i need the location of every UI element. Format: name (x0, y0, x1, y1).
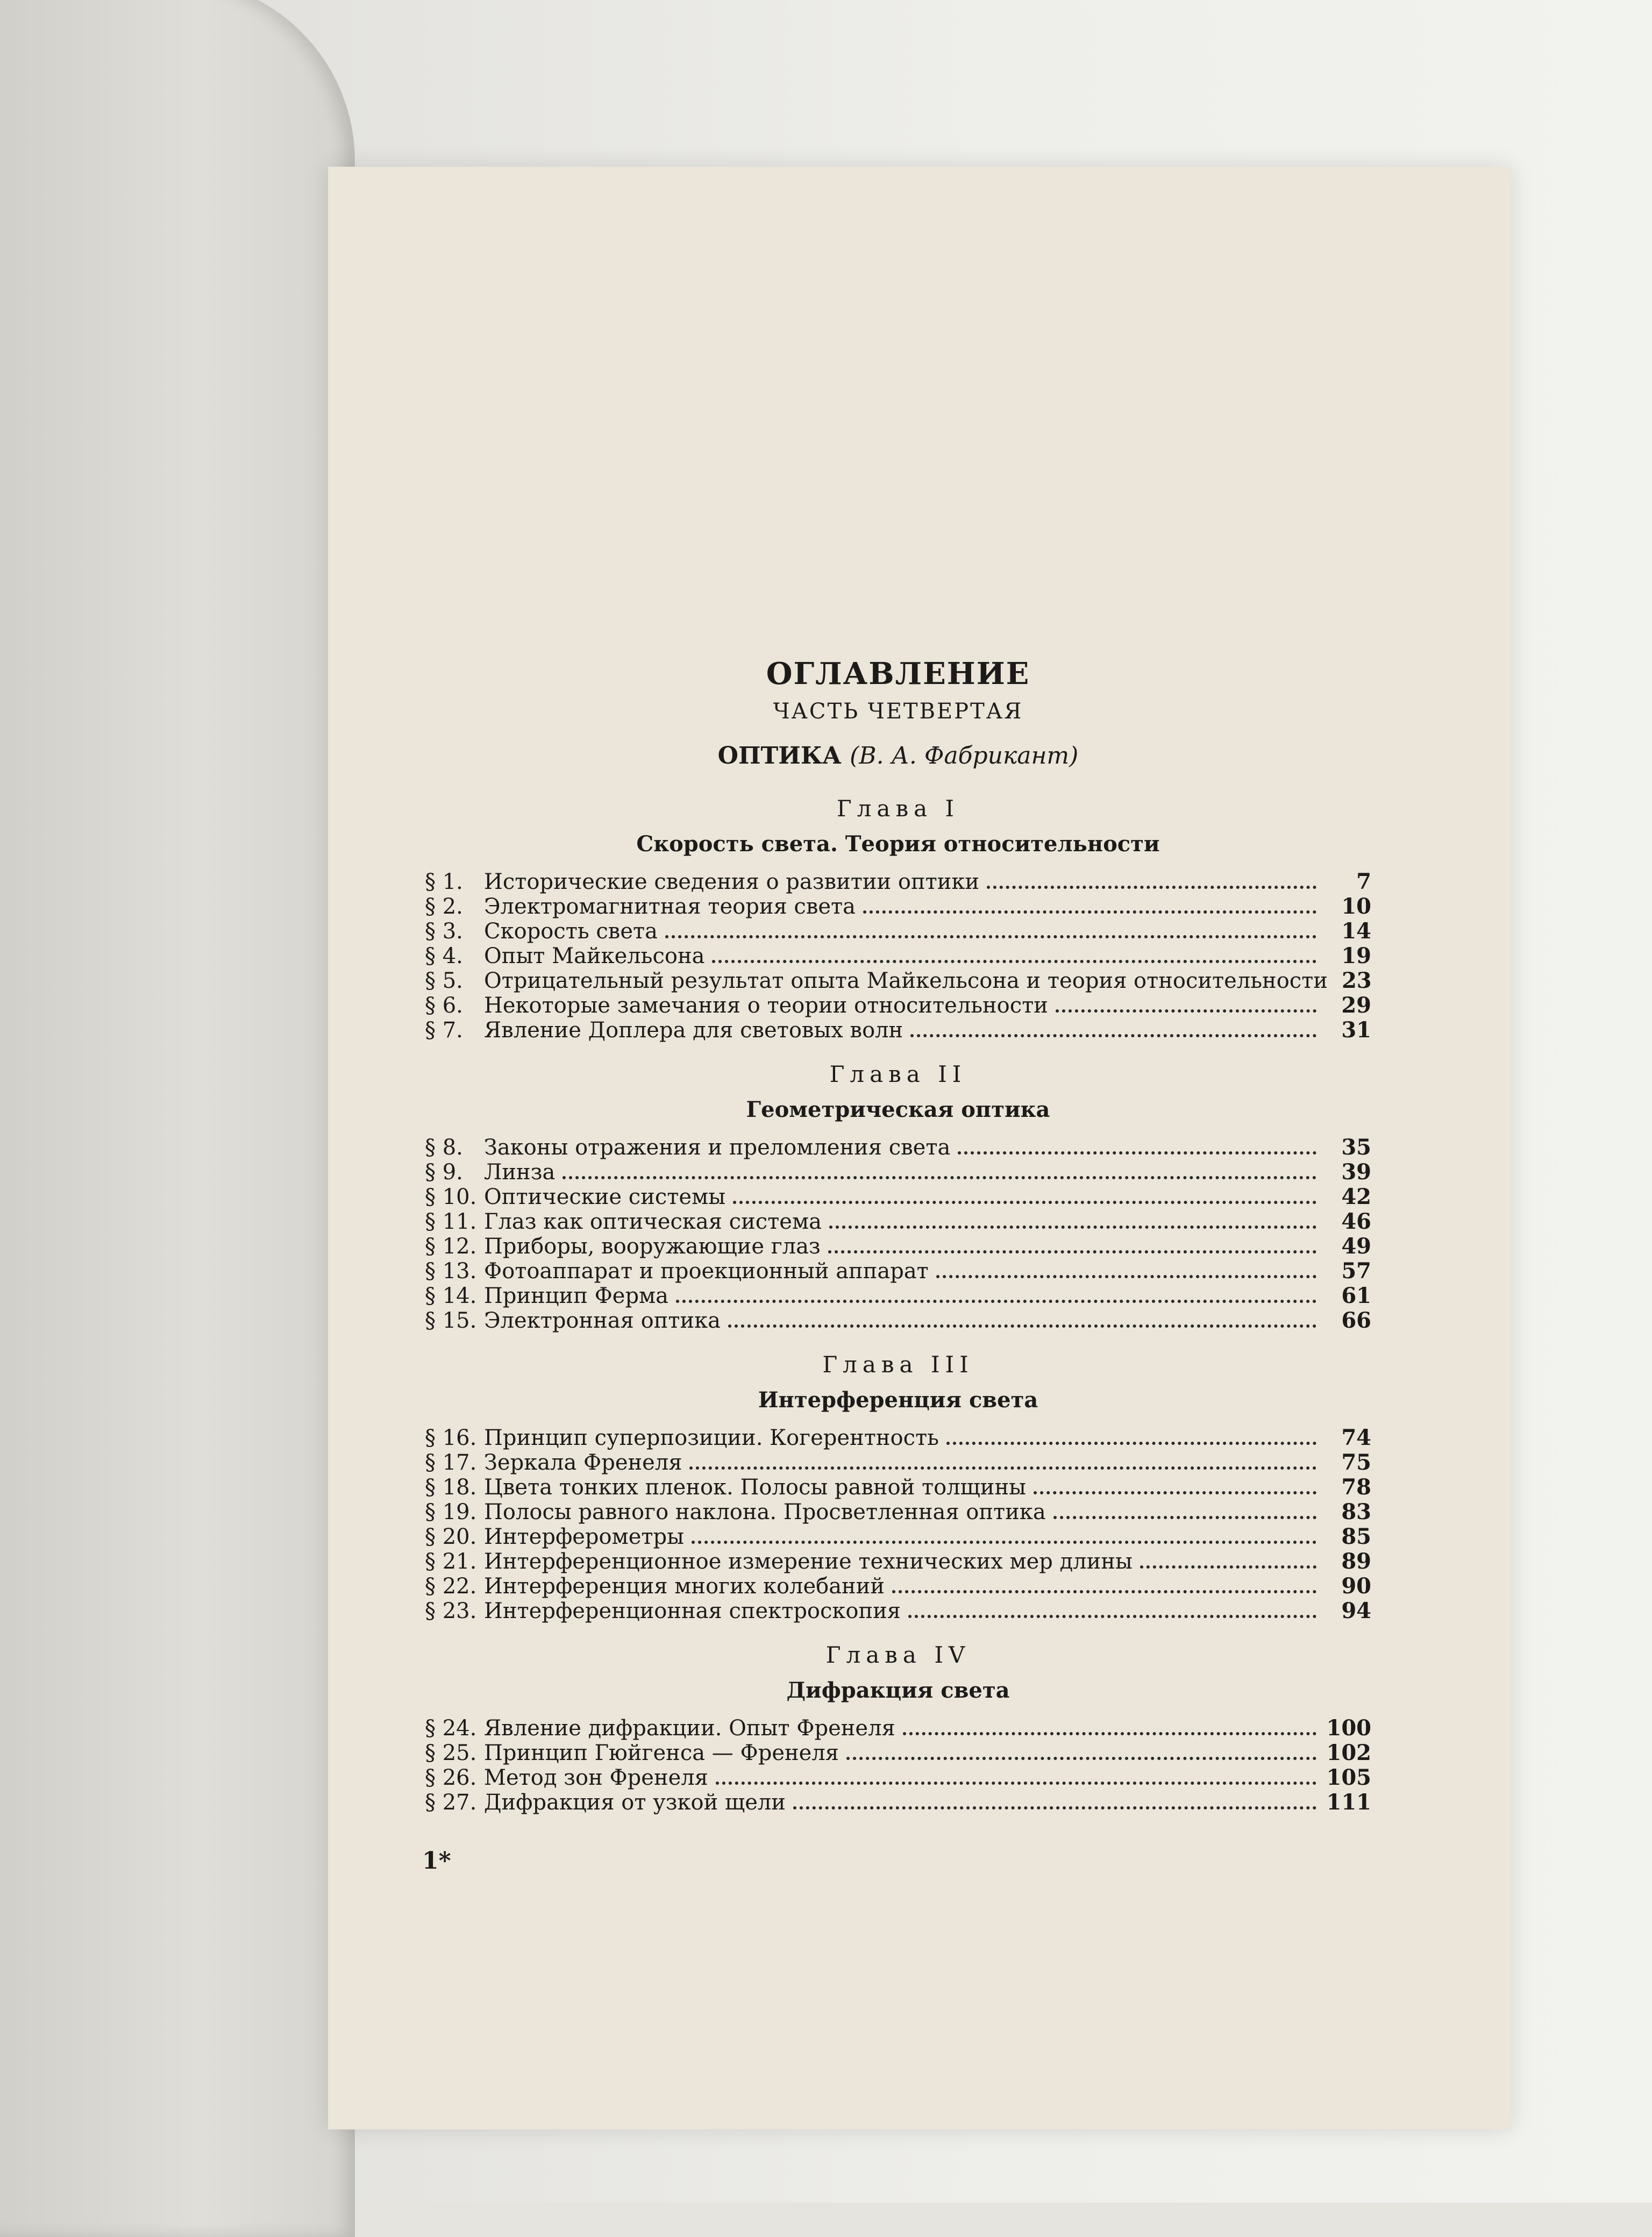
page-number: 75 (1341, 1450, 1371, 1475)
entry-title: Интерферометры (484, 1524, 684, 1549)
paragraph-number: § 16. (425, 1426, 477, 1450)
paragraph-number: § 9. (425, 1160, 463, 1185)
signature-mark: 1* (422, 1847, 451, 1875)
paragraph-number: § 19. (425, 1500, 477, 1524)
page-number: 39 (1341, 1159, 1371, 1185)
entry-title: Электромагнитная теория света (484, 894, 856, 919)
page-number: 78 (1341, 1474, 1371, 1500)
entry-title: Принцип суперпозиции. Когерентность (484, 1426, 939, 1450)
entry-title: Оптические системы (484, 1185, 726, 1209)
chapters-list (425, 795, 1371, 1815)
paragraph-number: § 25. (425, 1741, 477, 1765)
paragraph-number: § 6. (425, 993, 463, 1018)
toc-entry (425, 1209, 1371, 1234)
dot-leader (908, 1615, 1316, 1618)
dot-leader (1056, 1009, 1316, 1013)
entry-title: Полосы равного наклона. Просветленная оптика (484, 1500, 1046, 1524)
dot-leader (828, 1250, 1316, 1253)
paragraph-number: § 22. (425, 1574, 477, 1599)
paragraph-number: § 11. (425, 1209, 477, 1234)
chapter-block (425, 1642, 1371, 1815)
table-of-contents (425, 656, 1371, 1833)
dot-leader (1034, 1491, 1316, 1494)
chapter-block (425, 795, 1371, 1043)
entry-title: Приборы, вооружающие глаз (484, 1234, 821, 1259)
dot-leader (692, 1541, 1316, 1544)
dot-leader (728, 1324, 1316, 1328)
page-number: 42 (1341, 1184, 1371, 1209)
paragraph-number: § 18. (425, 1475, 477, 1500)
page-number: 19 (1341, 943, 1371, 968)
page-number: 35 (1341, 1135, 1371, 1160)
toc-entry (425, 870, 1371, 894)
page-number: 94 (1341, 1598, 1371, 1623)
dot-leader (829, 1226, 1316, 1229)
paragraph-number: § 24. (425, 1716, 477, 1741)
page-number: 29 (1341, 993, 1371, 1018)
dot-leader (716, 1782, 1316, 1785)
entry-title: Цвета тонких пленок. Полосы равной толщины (484, 1475, 1026, 1500)
section-author: (В. А. Фабрикант) (850, 742, 1079, 770)
entry-title: Принцип Ферма (484, 1284, 669, 1308)
dot-leader (958, 1151, 1316, 1155)
toc-entry (425, 1599, 1371, 1623)
chapter-label: Глава II (829, 1061, 967, 1087)
dot-leader (910, 1034, 1316, 1037)
page-number: 102 (1326, 1740, 1371, 1765)
page-number: 14 (1341, 918, 1371, 944)
toc-entry (425, 993, 1371, 1018)
dot-leader (793, 1806, 1316, 1809)
paragraph-number: § 8. (425, 1135, 463, 1160)
toc-entry (425, 894, 1371, 919)
paragraph-number: § 13. (425, 1259, 477, 1284)
toc-entry (425, 944, 1371, 968)
toc-heading: ОГЛАВЛЕНИЕ (766, 656, 1030, 692)
entry-title: Явление Доплера для световых волн (484, 1018, 903, 1043)
chapter-block (425, 1351, 1371, 1623)
toc-entry (425, 1160, 1371, 1185)
entry-title: Фотоаппарат и проекционный аппарат (484, 1259, 929, 1284)
dot-leader (863, 910, 1316, 914)
entry-title: Некоторые замечания о теории относительности (484, 993, 1048, 1018)
entry-title: Зеркала Френеля (484, 1450, 682, 1475)
paragraph-number: § 4. (425, 944, 463, 968)
toc-entry (425, 1475, 1371, 1500)
page-number: 49 (1341, 1234, 1371, 1259)
page-number: 83 (1341, 1499, 1371, 1524)
entry-title: Электронная оптика (484, 1308, 721, 1333)
dot-leader (1053, 1516, 1316, 1519)
toc-entry (425, 1500, 1371, 1524)
dot-leader (562, 1176, 1316, 1179)
paragraph-number: § 7. (425, 1018, 463, 1043)
paragraph-number: § 1. (425, 870, 463, 894)
entry-title: Линза (484, 1160, 556, 1185)
paragraph-number: § 5. (425, 968, 463, 993)
dot-leader (903, 1732, 1316, 1735)
entry-title: Дифракция от узкой щели (484, 1790, 786, 1815)
chapter-label: Глава I (836, 795, 960, 822)
paragraph-number: § 26. (425, 1765, 477, 1790)
page-number: 90 (1341, 1573, 1371, 1599)
toc-entry (425, 1284, 1371, 1308)
section-name: ОПТИКА (717, 742, 842, 770)
dot-leader (987, 886, 1316, 889)
entry-title: Принцип Гюйгенса — Френеля (484, 1741, 839, 1765)
page-number: 7 (1356, 869, 1371, 894)
dot-leader (946, 1442, 1316, 1445)
entry-title: Отрицательный результат опыта Майкельсона и теория относительности (484, 968, 1328, 993)
toc-entry (425, 1741, 1371, 1765)
entry-title: Глаз как оптическая система (484, 1209, 822, 1234)
dot-leader (676, 1300, 1316, 1303)
dot-leader (846, 1757, 1316, 1760)
chapter-title: Интерференция света (758, 1387, 1038, 1413)
paragraph-number: § 20. (425, 1524, 477, 1549)
paragraph-number: § 23. (425, 1599, 477, 1623)
part-label: ЧАСТЬ ЧЕТВЕРТАЯ (773, 699, 1023, 724)
paragraph-number: § 21. (425, 1549, 477, 1574)
entry-title: Законы отражения и преломления света (484, 1135, 951, 1160)
entry-title: Скорость света (484, 919, 658, 944)
toc-entry (425, 1716, 1371, 1741)
toc-entry (425, 1450, 1371, 1475)
toc-entry (425, 1259, 1371, 1284)
paragraph-number: § 3. (425, 919, 463, 944)
chapter-label: Глава IV (825, 1642, 971, 1668)
paragraph-number: § 10. (425, 1185, 477, 1209)
left-page (0, 0, 355, 2237)
entry-title: Интерференционная спектроскопия (484, 1599, 901, 1623)
page-number: 89 (1341, 1549, 1371, 1574)
page-number: 57 (1341, 1258, 1371, 1284)
chapter-block (425, 1061, 1371, 1333)
dot-leader (892, 1590, 1316, 1593)
page-number: 23 (1341, 968, 1372, 993)
paragraph-number: § 15. (425, 1308, 477, 1333)
toc-entry (425, 1308, 1371, 1333)
entry-title: Явление дифракции. Опыт Френеля (484, 1716, 895, 1741)
paragraph-number: § 12. (425, 1234, 477, 1259)
paragraph-number: § 2. (425, 894, 463, 919)
page-number: 111 (1326, 1790, 1371, 1815)
page-number: 85 (1341, 1524, 1371, 1549)
dot-leader (689, 1466, 1316, 1470)
toc-entry (425, 1524, 1371, 1549)
toc-entry (425, 1018, 1371, 1043)
chapter-title: Геометрическая оптика (746, 1097, 1050, 1122)
chapter-label: Глава III (822, 1351, 974, 1378)
toc-entry (425, 1549, 1371, 1574)
toc-entry (425, 1185, 1371, 1209)
dot-leader (1140, 1565, 1316, 1569)
page-number: 61 (1341, 1283, 1371, 1308)
paragraph-number: § 27. (425, 1790, 477, 1815)
toc-entry (425, 1426, 1371, 1450)
page-number: 74 (1341, 1425, 1371, 1450)
toc-entry (425, 1790, 1371, 1815)
toc-entry (425, 1765, 1371, 1790)
toc-entry (425, 1574, 1371, 1599)
toc-entry (425, 919, 1371, 944)
chapter-title: Дифракция света (786, 1678, 1010, 1703)
page-number: 100 (1326, 1715, 1371, 1741)
paragraph-number: § 17. (425, 1450, 477, 1475)
page-number: 105 (1326, 1765, 1371, 1790)
page-number: 10 (1341, 894, 1371, 919)
section-title (425, 742, 1371, 770)
dot-leader (936, 1275, 1316, 1278)
entry-title: Метод зон Френеля (484, 1765, 708, 1790)
chapter-title: Скорость света. Теория относительности (636, 831, 1160, 857)
paragraph-number: § 14. (425, 1284, 477, 1308)
entry-title: Интерференция многих колебаний (484, 1574, 885, 1599)
entry-title: Исторические сведения о развитии оптики (484, 870, 980, 894)
dot-leader (712, 960, 1316, 963)
entry-title: Интерференционное измерение технических мер длины (484, 1549, 1133, 1574)
toc-entry (425, 1234, 1371, 1259)
dot-leader (665, 935, 1316, 938)
toc-entry (425, 968, 1371, 993)
toc-entry (425, 1135, 1371, 1160)
page-number: 66 (1341, 1308, 1371, 1333)
page-number: 31 (1341, 1017, 1371, 1043)
entry-title: Опыт Майкельсона (484, 944, 705, 968)
page-number: 46 (1341, 1209, 1371, 1234)
dot-leader (733, 1201, 1316, 1204)
